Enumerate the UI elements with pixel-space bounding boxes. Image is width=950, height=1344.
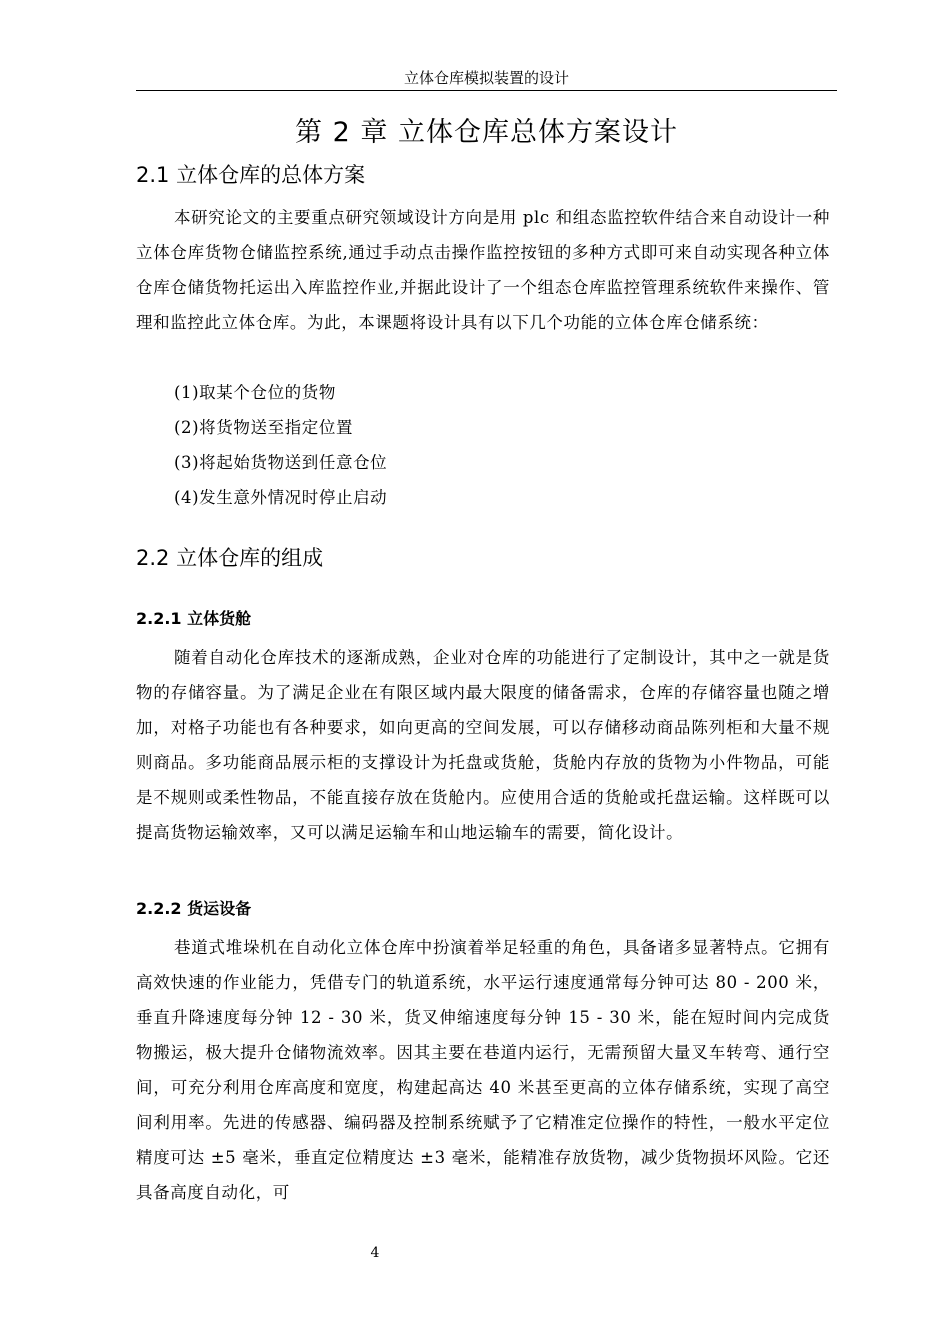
function-list-item-4: (4)发生意外情况时停止启动	[174, 488, 388, 507]
chapter-title: 第 2 章 立体仓库总体方案设计	[295, 117, 678, 148]
subsection-2-2-1-paragraph: 随着自动化仓库技术的逐渐成熟，企业对仓库的功能进行了定制设计，其中之一就是货物的存储容量。为了满足企业在有限区域内最大限度的储备需求，仓库的存储容量也随之增加，对格子功能也有各种要求，如向更高的空间发展，可以存储移动商品陈列柜和大量不规则商品。多功能商品展示柜的支撑设计为托盘或货舱，货舱内存放的货物为小件物品，可能是不规则或柔性物品，不能直接存放在货舱内。应使用合适的货舱或托盘运输。这样既可以提高货物运输效率，又可以满足运输车和山地运输车的需要，简化设计。	[136, 648, 830, 842]
section-2-1-heading: 2.1 立体仓库的总体方案	[136, 163, 366, 187]
function-list-item-3: (3)将起始货物送到任意仓位	[174, 453, 388, 472]
section-2-2-heading: 2.2 立体仓库的组成	[136, 546, 324, 570]
subsection-2-2-1-heading: 2.2.1 立体货舱	[136, 609, 252, 628]
running-header: 立体仓库模拟装置的设计	[136, 68, 837, 91]
subsection-2-2-2-paragraph: 巷道式堆垛机在自动化立体仓库中扮演着举足轻重的角色，具备诸多显著特点。它拥有高效快速的作业能力，凭借专门的轨道系统，水平运行速度通常每分钟可达 80 - 200 米，垂直升降速度每分钟 12 - 30 米，货叉伸缩速度每分钟 15 - 30 米，能在短时间内完成货物搬运，极大提升仓储物流效率。因其主要在巷道内运行，无需预留大量叉车转弯、通行空间，可充分利用仓库高度和宽度，构建起高达 40 米甚至更高的立体存储系统，实现了高空间利用率。先进的传感器、编码器及控制系统赋予了它精准定位操作的特性，一般水平定位精度可达 ±5 毫米，垂直定位精度达 ±3 毫米，能精准存放货物，减少货物损坏风险。它还具备高度自动化，可	[136, 938, 830, 1202]
page-number: 4	[370, 1245, 380, 1261]
subsection-2-2-2-heading: 2.2.2 货运设备	[136, 899, 252, 918]
section-2-1-paragraph: 本研究论文的主要重点研究领域设计方向是用 plc 和组态监控软件结合来自动设计一种立体仓库货物仓储监控系统,通过手动点击操作监控按钮的多种方式即可来自动实现各种立体仓库仓储货物托运出入库监控作业,并据此设计了一个组态仓库监控管理系统软件来操作、管理和监控此立体仓库。为此，本课题将设计具有以下几个功能的立体仓库仓储系统：	[136, 208, 830, 332]
function-list-item-2: (2)将货物送至指定位置	[174, 418, 354, 437]
function-list-item-1: (1)取某个仓位的货物	[174, 383, 336, 402]
